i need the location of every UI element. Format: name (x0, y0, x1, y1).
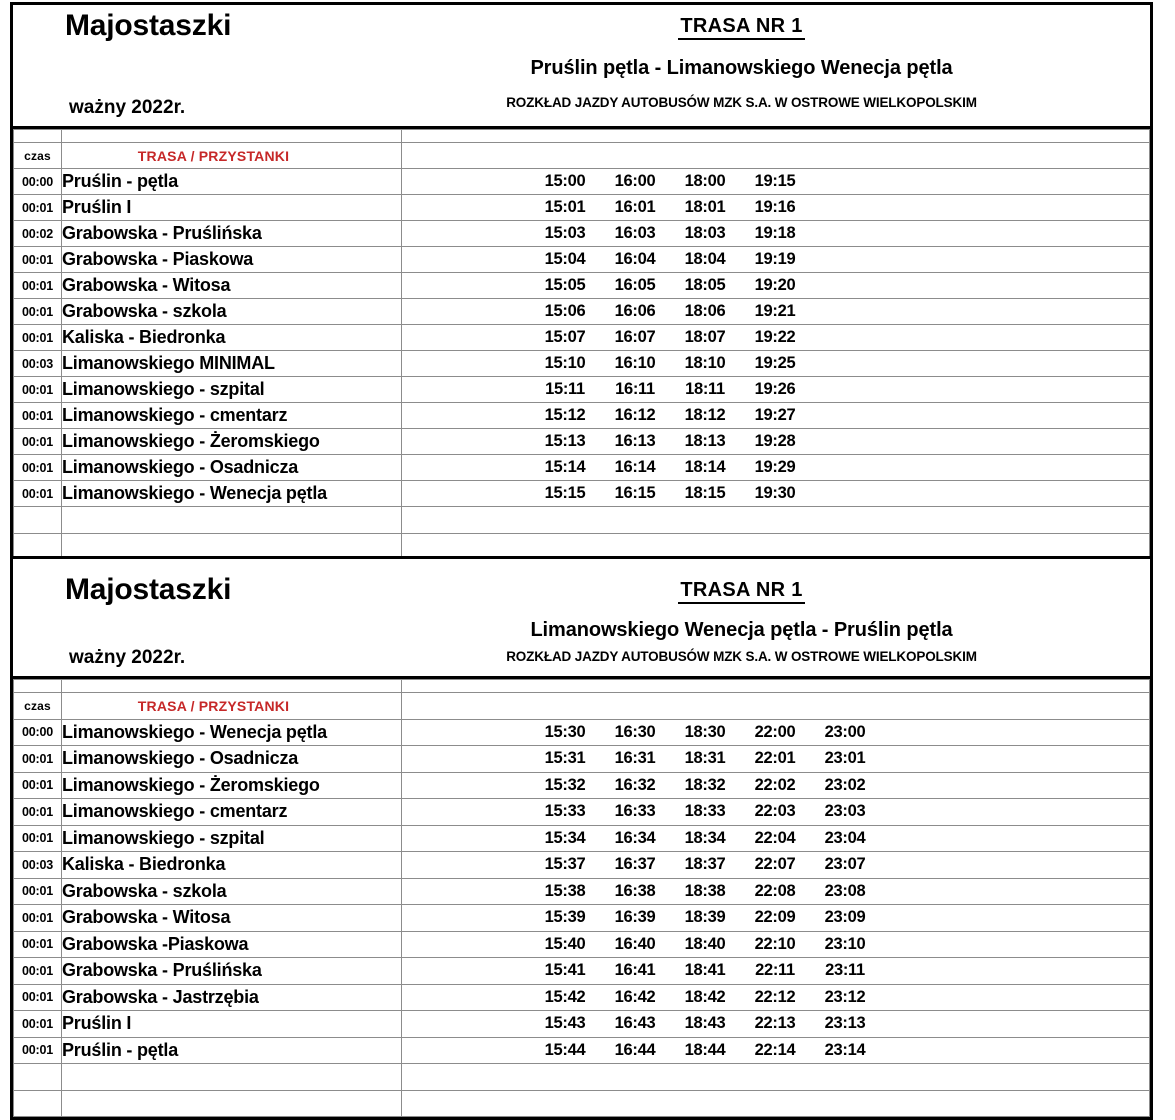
departure-time: 16:44 (614, 1040, 656, 1059)
departure-time: 22:07 (754, 855, 796, 874)
departure-times (402, 299, 1150, 325)
departure-times-row (402, 432, 1149, 451)
departure-time: 23:14 (824, 1040, 866, 1059)
spacer-stop-cell (62, 680, 402, 693)
departure-times-row (402, 328, 1149, 347)
column-header-stops: TRASA / PRZYSTANKI (62, 693, 402, 720)
departure-time: 22:01 (754, 749, 796, 768)
departure-time: 18:12 (684, 406, 726, 424)
departure-time: 15:13 (544, 432, 586, 450)
validity-note: ważny 2022r. (69, 97, 186, 118)
departure-time: 19:16 (754, 198, 796, 216)
departure-time: 19:30 (754, 484, 796, 502)
departure-time: 16:42 (614, 987, 656, 1006)
departure-time: 18:11 (685, 380, 725, 398)
departure-time: 15:06 (544, 302, 586, 320)
departure-times-row (402, 988, 1149, 1007)
departure-time: 15:41 (544, 961, 586, 980)
departure-time: 19:25 (754, 354, 796, 372)
stop-offset-time: 00:01 (14, 455, 62, 481)
spacer-stop-cell (62, 130, 402, 143)
stop-offset-time: 00:00 (14, 169, 62, 195)
stop-name: Grabowska - Pruślińska (62, 221, 402, 247)
departure-time: 19:19 (754, 250, 796, 268)
departure-times-row (402, 250, 1149, 269)
departure-time: 16:06 (614, 302, 656, 320)
departure-time: 15:39 (544, 908, 586, 927)
stop-offset-time: 00:01 (14, 772, 62, 799)
stop-name: Limanowskiego - Osadnicza (62, 746, 402, 773)
departure-time: 22:00 (754, 722, 796, 741)
departure-time: 15:10 (544, 354, 586, 372)
route-number-text: TRASA NR 1 (678, 579, 804, 604)
departure-times-row (402, 749, 1149, 768)
blank-time-cell (14, 1090, 62, 1117)
departure-time: 23:10 (824, 934, 866, 953)
stop-offset-time: 00:01 (14, 1037, 62, 1064)
departure-time: 16:38 (614, 881, 656, 900)
departure-time: 18:14 (684, 458, 726, 476)
departure-time: 18:32 (684, 775, 726, 794)
route-direction: Limanowskiego Wenecja pętla - Pruślin pętla (530, 619, 953, 641)
departure-times (402, 429, 1150, 455)
departure-time: 16:13 (614, 432, 656, 450)
blank-stop-cell (62, 1064, 402, 1091)
departure-times-row (402, 908, 1149, 927)
departure-time: 19:15 (754, 172, 796, 190)
departure-times (402, 878, 1150, 905)
departure-time: 19:22 (754, 328, 796, 346)
departure-time: 23:08 (824, 881, 866, 900)
spacer-time-cell (14, 130, 62, 143)
departure-times-row (402, 802, 1149, 821)
departure-times-row (402, 855, 1149, 874)
departure-time: 18:38 (684, 881, 726, 900)
departure-time: 18:03 (684, 224, 726, 242)
departure-time: 23:07 (824, 855, 866, 874)
departure-time: 22:12 (754, 987, 796, 1006)
stop-name: Limanowskiego - Wenecja pętla (62, 719, 402, 746)
departure-time: 15:30 (544, 722, 586, 741)
departure-time: 16:03 (614, 224, 656, 242)
stop-offset-time: 00:01 (14, 931, 62, 958)
board-masthead (13, 5, 1150, 129)
departure-time: 22:09 (754, 908, 796, 927)
departure-time: 16:11 (615, 380, 655, 398)
stop-offset-time: 00:01 (14, 325, 62, 351)
departure-time: 18:44 (684, 1040, 726, 1059)
departure-time: 16:12 (614, 406, 656, 424)
departure-time: 23:13 (824, 1014, 866, 1033)
departure-times-row (402, 484, 1149, 503)
departure-times (402, 799, 1150, 826)
departure-time: 18:05 (684, 276, 726, 294)
table-row (14, 746, 1150, 773)
departure-time: 15:11 (545, 380, 585, 398)
departure-time: 15:38 (544, 881, 586, 900)
departure-time: 23:09 (824, 908, 866, 927)
departure-time: 15:42 (544, 987, 586, 1006)
departure-times-row (402, 723, 1149, 742)
departure-times-row (402, 354, 1149, 373)
stop-name: Limanowskiego - Żeromskiego (62, 772, 402, 799)
departure-times-row (402, 276, 1149, 295)
departure-times (402, 221, 1150, 247)
board-subtitle: ROZKŁAD JAZDY AUTOBUSÓW MZK S.A. W OSTROWE WIELKOPOLSKIM (506, 649, 977, 664)
stop-name: Limanowskiego - Żeromskiego (62, 429, 402, 455)
departure-time: 16:15 (614, 484, 656, 502)
departure-time: 16:01 (614, 198, 656, 216)
table-row (14, 299, 1150, 325)
departure-time: 23:01 (824, 749, 866, 768)
departure-time: 18:07 (684, 328, 726, 346)
operator-name: Majostaszki (65, 9, 232, 42)
departure-times-row (402, 458, 1149, 477)
table-row (14, 984, 1150, 1011)
stop-offset-time: 00:01 (14, 799, 62, 826)
route-number-text: TRASA NR 1 (678, 15, 804, 40)
departure-time: 22:03 (754, 802, 796, 821)
stop-offset-time: 00:02 (14, 221, 62, 247)
stop-offset-time: 00:01 (14, 958, 62, 985)
table-row (14, 852, 1150, 879)
departure-time: 18:15 (684, 484, 726, 502)
stop-offset-time: 00:03 (14, 852, 62, 879)
departure-time: 16:34 (614, 828, 656, 847)
blank-row (14, 1090, 1150, 1117)
departure-time: 15:15 (544, 484, 586, 502)
departure-times (402, 195, 1150, 221)
column-header-runs (402, 143, 1150, 169)
departure-time: 18:43 (684, 1014, 726, 1033)
route-number (13, 15, 1150, 38)
stop-offset-time: 00:00 (14, 719, 62, 746)
blank-stop-cell (62, 1090, 402, 1117)
departure-times (402, 169, 1150, 195)
table-row (14, 377, 1150, 403)
departure-time: 23:02 (824, 775, 866, 794)
departure-times-row (402, 1014, 1149, 1033)
departure-times (402, 1037, 1150, 1064)
departure-times (402, 377, 1150, 403)
departure-times (402, 746, 1150, 773)
table-row (14, 772, 1150, 799)
stop-name: Grabowska - Piaskowa (62, 247, 402, 273)
timetable-board-outbound (10, 2, 1153, 564)
departure-time: 15:00 (544, 172, 586, 190)
table-row (14, 221, 1150, 247)
departure-time: 19:26 (754, 380, 796, 398)
board-subtitle: ROZKŁAD JAZDY AUTOBUSÓW MZK S.A. W OSTROWE WIELKOPOLSKIM (506, 95, 977, 110)
stop-offset-time: 00:01 (14, 878, 62, 905)
stop-offset-time: 00:01 (14, 746, 62, 773)
stop-offset-time: 00:01 (14, 403, 62, 429)
route-number (13, 579, 1150, 602)
departure-times-row (402, 302, 1149, 321)
departure-times-row (402, 882, 1149, 901)
stop-name: Limanowskiego - szpital (62, 377, 402, 403)
stop-name: Limanowskiego - Wenecja pętla (62, 481, 402, 507)
departure-time: 19:18 (754, 224, 796, 242)
departure-time: 16:39 (614, 908, 656, 927)
spacer-runs-cell (402, 130, 1150, 143)
departure-time: 22:13 (754, 1014, 796, 1033)
departure-time: 16:00 (614, 172, 656, 190)
departure-time: 18:31 (684, 749, 726, 768)
timetable-body (14, 130, 1150, 561)
departure-times (402, 1011, 1150, 1038)
departure-times (402, 958, 1150, 985)
departure-time: 18:01 (684, 198, 726, 216)
departure-times (402, 273, 1150, 299)
stop-offset-time: 00:01 (14, 429, 62, 455)
departure-time: 15:40 (544, 934, 586, 953)
departure-time: 16:43 (614, 1014, 656, 1033)
departure-time: 15:03 (544, 224, 586, 242)
timetable-grid (13, 679, 1150, 1117)
departure-time: 19:21 (754, 302, 796, 320)
departure-time: 15:01 (544, 198, 586, 216)
departure-times-row (402, 198, 1149, 217)
departure-time: 22:10 (754, 934, 796, 953)
departure-time: 15:14 (544, 458, 586, 476)
stop-name: Limanowskiego MINIMAL (62, 351, 402, 377)
departure-time: 18:10 (684, 354, 726, 372)
departure-times (402, 772, 1150, 799)
validity-note: ważny 2022r. (69, 647, 186, 668)
departure-times (402, 351, 1150, 377)
departure-time: 18:39 (684, 908, 726, 927)
departure-time: 18:33 (684, 802, 726, 821)
stop-offset-time: 00:01 (14, 273, 62, 299)
table-row (14, 719, 1150, 746)
column-header-row (14, 143, 1150, 169)
stop-name: Pruślin I (62, 1011, 402, 1038)
table-row (14, 247, 1150, 273)
departure-time: 18:34 (684, 828, 726, 847)
table-row (14, 325, 1150, 351)
stop-offset-time: 00:03 (14, 351, 62, 377)
departure-time: 23:03 (824, 802, 866, 821)
departure-time: 15:43 (544, 1014, 586, 1033)
departure-time: 16:30 (614, 722, 656, 741)
table-row (14, 905, 1150, 932)
departure-times (402, 931, 1150, 958)
table-row (14, 931, 1150, 958)
departure-time: 16:33 (614, 802, 656, 821)
departure-time: 16:04 (614, 250, 656, 268)
stop-offset-time: 00:01 (14, 299, 62, 325)
stop-name: Grabowska - szkola (62, 878, 402, 905)
departure-times (402, 403, 1150, 429)
departure-time: 18:04 (684, 250, 726, 268)
departure-times (402, 984, 1150, 1011)
departure-time: 15:33 (544, 802, 586, 821)
departure-time: 18:30 (684, 722, 726, 741)
departure-time: 16:32 (614, 775, 656, 794)
departure-time: 15:32 (544, 775, 586, 794)
departure-time: 18:13 (684, 432, 726, 450)
departure-times-row (402, 172, 1149, 191)
table-row (14, 1011, 1150, 1038)
stop-name: Grabowska - Witosa (62, 905, 402, 932)
departure-time: 22:08 (754, 881, 796, 900)
table-row (14, 455, 1150, 481)
departure-time: 15:07 (544, 328, 586, 346)
table-row (14, 429, 1150, 455)
blank-row (14, 1064, 1150, 1091)
table-row (14, 1037, 1150, 1064)
blank-runs-cell (402, 507, 1150, 534)
column-header-time: czas (14, 693, 62, 720)
table-row (14, 825, 1150, 852)
departure-time: 22:14 (754, 1040, 796, 1059)
spacer-time-cell (14, 680, 62, 693)
departure-time: 19:28 (754, 432, 796, 450)
departure-time: 16:37 (614, 855, 656, 874)
departure-time: 22:02 (754, 775, 796, 794)
departure-time: 16:40 (614, 934, 656, 953)
table-row (14, 799, 1150, 826)
table-row (14, 273, 1150, 299)
departure-times (402, 325, 1150, 351)
stop-offset-time: 00:01 (14, 195, 62, 221)
departure-time: 15:37 (544, 855, 586, 874)
timetable-body (14, 680, 1150, 1117)
departure-time: 18:41 (684, 961, 726, 980)
departure-time: 16:41 (614, 961, 656, 980)
departure-time: 16:07 (614, 328, 656, 346)
table-row (14, 351, 1150, 377)
departure-time: 18:40 (684, 934, 726, 953)
departure-times-row (402, 224, 1149, 243)
board-masthead (13, 559, 1150, 679)
blank-time-cell (14, 507, 62, 534)
departure-time: 23:04 (824, 828, 866, 847)
column-header-time: czas (14, 143, 62, 169)
table-row (14, 169, 1150, 195)
route-direction: Pruślin pętla - Limanowskiego Wenecja pętla (530, 57, 953, 79)
departure-time: 15:04 (544, 250, 586, 268)
departure-times-row (402, 406, 1149, 425)
stop-offset-time: 00:01 (14, 1011, 62, 1038)
stop-name: Limanowskiego - cmentarz (62, 799, 402, 826)
departure-time: 22:04 (754, 828, 796, 847)
departure-time: 15:05 (544, 276, 586, 294)
stop-name: Limanowskiego - Osadnicza (62, 455, 402, 481)
stop-name: Grabowska - szkola (62, 299, 402, 325)
stop-offset-time: 00:01 (14, 247, 62, 273)
stop-name: Grabowska - Witosa (62, 273, 402, 299)
departure-time: 15:31 (544, 749, 586, 768)
departure-time: 18:06 (684, 302, 726, 320)
departure-time: 18:00 (684, 172, 726, 190)
stop-name: Pruślin I (62, 195, 402, 221)
stop-offset-time: 00:01 (14, 377, 62, 403)
stop-name: Grabowska - Jastrzębia (62, 984, 402, 1011)
stop-name: Limanowskiego - szpital (62, 825, 402, 852)
column-header-runs (402, 693, 1150, 720)
grid-spacer-row (14, 130, 1150, 143)
departure-times-row (402, 935, 1149, 954)
departure-times-row (402, 776, 1149, 795)
stop-offset-time: 00:01 (14, 825, 62, 852)
departure-time: 23:00 (824, 722, 866, 741)
stop-name: Kaliska - Biedronka (62, 325, 402, 351)
departure-time: 15:44 (544, 1040, 586, 1059)
departure-time: 16:05 (614, 276, 656, 294)
departure-times-row (402, 380, 1149, 399)
departure-time: 16:10 (614, 354, 656, 372)
departure-time: 23:12 (824, 987, 866, 1006)
departure-time: 19:29 (754, 458, 796, 476)
departure-times (402, 247, 1150, 273)
departure-times-row (402, 961, 1149, 980)
departure-times (402, 481, 1150, 507)
operator-name: Majostaszki (65, 573, 232, 606)
departure-time: 23:11 (825, 961, 865, 980)
table-row (14, 958, 1150, 985)
stop-name: Limanowskiego - cmentarz (62, 403, 402, 429)
departure-time: 16:14 (614, 458, 656, 476)
stop-offset-time: 00:01 (14, 905, 62, 932)
departure-times (402, 719, 1150, 746)
departure-time: 15:34 (544, 828, 586, 847)
blank-runs-cell (402, 1064, 1150, 1091)
departure-time: 18:37 (684, 855, 726, 874)
column-header-row (14, 693, 1150, 720)
stop-name: Grabowska -Piaskowa (62, 931, 402, 958)
grid-spacer-row (14, 680, 1150, 693)
stop-name: Kaliska - Biedronka (62, 852, 402, 879)
departure-time: 19:20 (754, 276, 796, 294)
spacer-runs-cell (402, 680, 1150, 693)
stop-offset-time: 00:01 (14, 481, 62, 507)
table-row (14, 195, 1150, 221)
table-row (14, 878, 1150, 905)
blank-stop-cell (62, 507, 402, 534)
departure-times-row (402, 829, 1149, 848)
column-header-stops: TRASA / PRZYSTANKI (62, 143, 402, 169)
blank-row (14, 507, 1150, 534)
timetable-board-return (10, 556, 1153, 1120)
blank-time-cell (14, 1064, 62, 1091)
departure-times-row (402, 1041, 1149, 1060)
stop-offset-time: 00:01 (14, 984, 62, 1011)
departure-time: 22:11 (755, 961, 795, 980)
departure-time: 16:31 (614, 749, 656, 768)
departure-time: 18:42 (684, 987, 726, 1006)
timetable-grid (13, 129, 1150, 561)
table-row (14, 403, 1150, 429)
departure-times (402, 825, 1150, 852)
departure-times (402, 852, 1150, 879)
stop-name: Pruślin - pętla (62, 169, 402, 195)
table-row (14, 481, 1150, 507)
blank-runs-cell (402, 1090, 1150, 1117)
departure-times (402, 905, 1150, 932)
stop-name: Pruślin - pętla (62, 1037, 402, 1064)
departure-time: 19:27 (754, 406, 796, 424)
departure-times (402, 455, 1150, 481)
departure-time: 15:12 (544, 406, 586, 424)
stop-name: Grabowska - Pruślińska (62, 958, 402, 985)
